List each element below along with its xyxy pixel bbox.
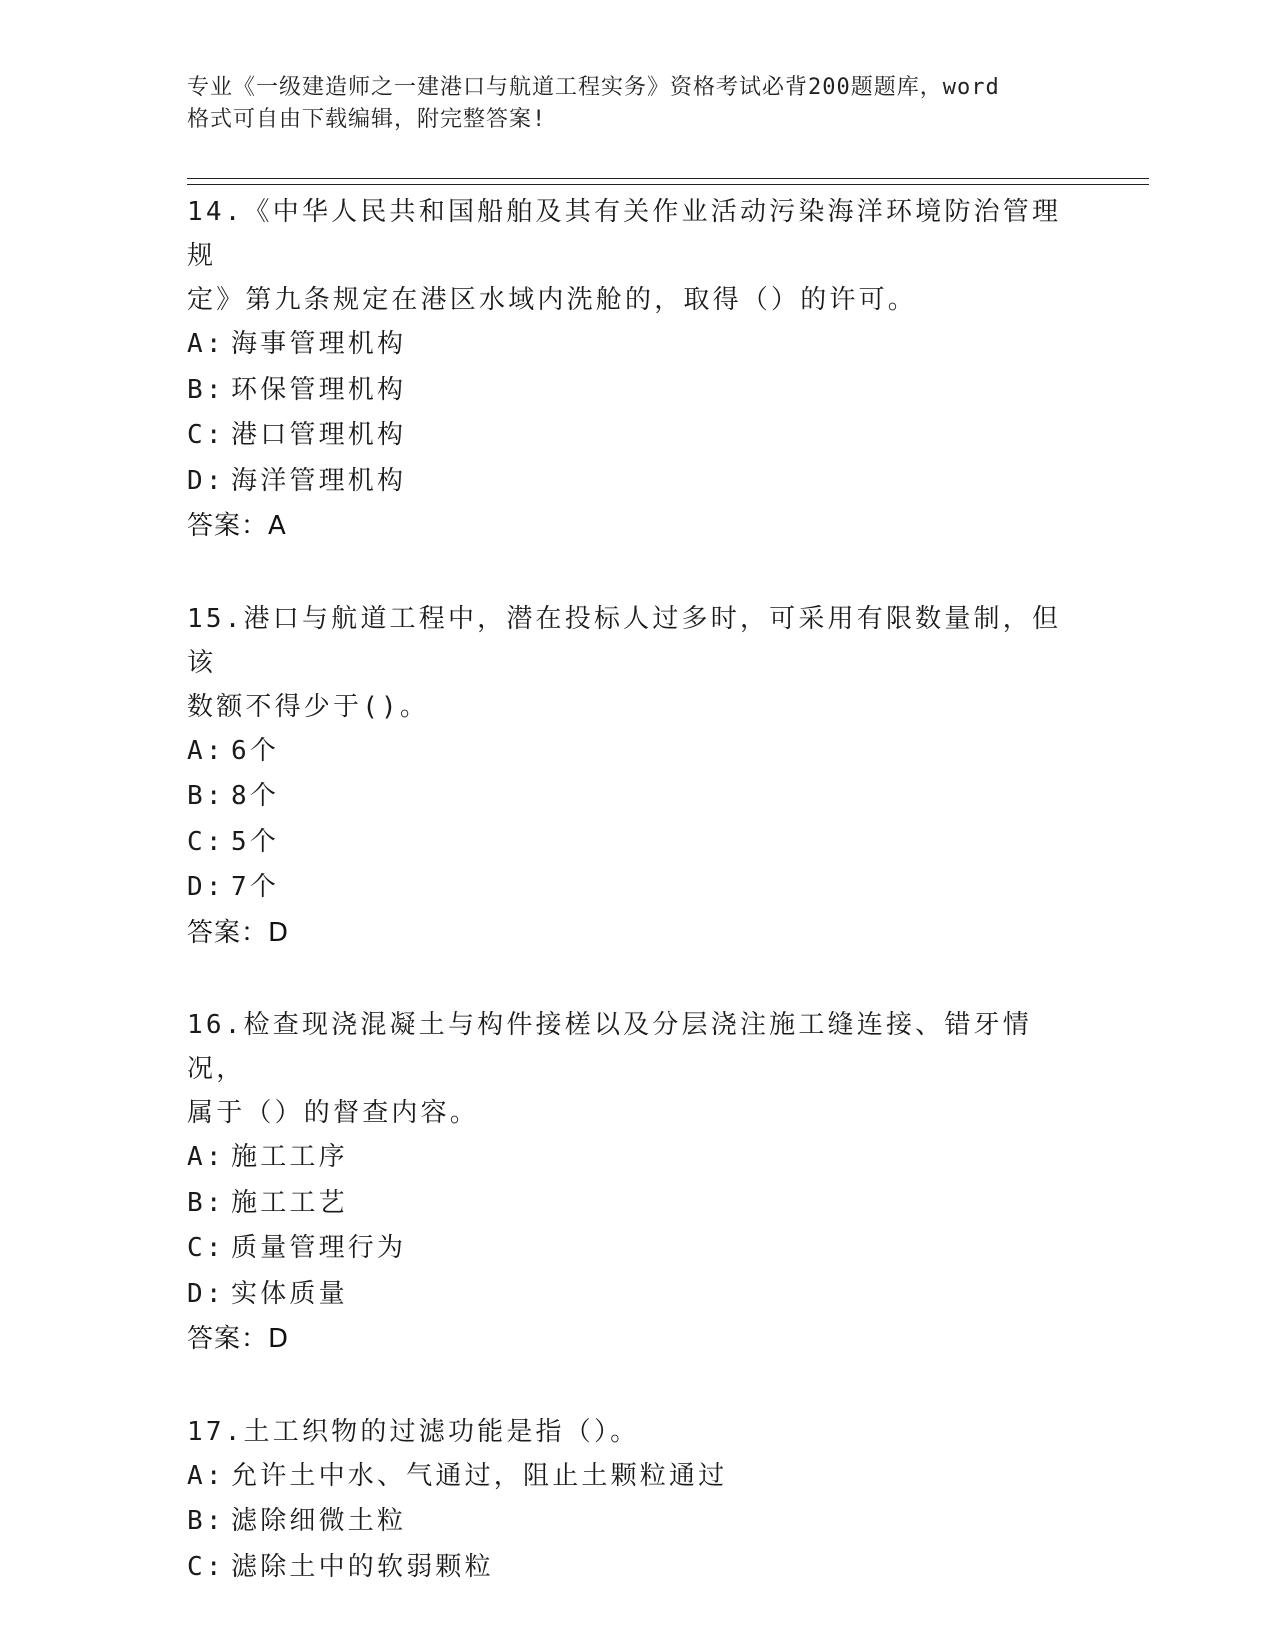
option-key: A: (187, 1142, 225, 1172)
option-text: 5个 (231, 826, 280, 857)
header-line-2: 格式可自由下载编辑，附完整答案! (187, 107, 547, 132)
option-key: A: (187, 735, 225, 766)
option-key: C: (187, 1233, 225, 1263)
option-d (187, 459, 1087, 505)
option-c (187, 1545, 1087, 1591)
document-header (187, 72, 1067, 136)
option-text: 6个 (231, 735, 280, 766)
header-line-1: 专业《一级建造师之一建港口与航道工程实务》资格考试必背200题题库，word (187, 75, 1000, 100)
option-key: D: (187, 872, 225, 902)
question-list (187, 190, 1087, 1637)
option-text: 海事管理机构 (231, 329, 407, 359)
question-stem-line: 定》第九条规定在港区水域内洗舱的，取得（）的许可。 (187, 285, 918, 315)
question-14 (187, 190, 1087, 550)
question-stem-line: 数额不得少于()。 (187, 691, 430, 722)
question-stem-line: 属于（）的督查内容。 (187, 1098, 480, 1128)
option-text: 施工工序 (231, 1142, 348, 1172)
option-text: 7个 (231, 872, 280, 902)
header-divider-top (187, 178, 1149, 179)
option-text: 港口管理机构 (231, 420, 407, 450)
option-key: B: (187, 1506, 225, 1536)
option-b (187, 368, 1087, 414)
option-c (187, 413, 1087, 459)
option-key: C: (187, 420, 225, 450)
option-d (187, 1272, 1087, 1318)
question-stem-line: 17.土工织物的过滤功能是指（）。 (187, 1416, 640, 1447)
option-text: 8个 (231, 781, 280, 811)
option-text: 滤除细微土粒 (231, 1506, 407, 1536)
option-key: B: (187, 374, 225, 405)
header-divider-bottom (187, 184, 1149, 185)
option-b (187, 1499, 1087, 1545)
answer-line: 答案：D (187, 1324, 290, 1354)
option-d (187, 865, 1087, 911)
option-b (187, 1181, 1087, 1227)
option-c (187, 1226, 1087, 1272)
option-a (187, 1135, 1087, 1181)
answer-line: 答案：A (187, 511, 287, 541)
option-a (187, 1454, 1087, 1500)
option-a (187, 322, 1087, 368)
question-17 (187, 1410, 1087, 1591)
question-15 (187, 597, 1087, 957)
option-text: 质量管理行为 (231, 1233, 407, 1263)
option-text: 环保管理机构 (231, 374, 407, 405)
option-text: 允许土中水、气通过，阻止土颗粒通过 (231, 1460, 728, 1491)
answer-line: 答案：D (187, 917, 290, 948)
option-text: 海洋管理机构 (231, 465, 407, 496)
option-text: 滤除土中的软弱颗粒 (231, 1551, 494, 1582)
option-key: D: (187, 1278, 225, 1309)
option-key: C: (187, 1551, 225, 1582)
question-stem-line: 15.港口与航道工程中，潜在投标人过多时，可采用有限数量制，但该 (187, 603, 1062, 678)
option-b (187, 774, 1087, 820)
option-key: B: (187, 1187, 225, 1218)
option-key: C: (187, 826, 225, 857)
option-a (187, 729, 1087, 775)
option-c (187, 820, 1087, 866)
option-key: A: (187, 1460, 225, 1491)
question-stem-line: 16.检查现浇混凝土与构件接槎以及分层浇注施工缝连接、错牙情况， (187, 1010, 1032, 1084)
question-stem-line: 14.《中华人民共和国船舶及其有关作业活动污染海洋环境防治管理规 (187, 197, 1062, 271)
option-text: 施工工艺 (231, 1187, 348, 1218)
question-16 (187, 1003, 1087, 1363)
option-key: A: (187, 329, 225, 359)
option-key: D: (187, 465, 225, 496)
option-text: 实体质量 (231, 1278, 348, 1309)
option-key: B: (187, 781, 225, 811)
